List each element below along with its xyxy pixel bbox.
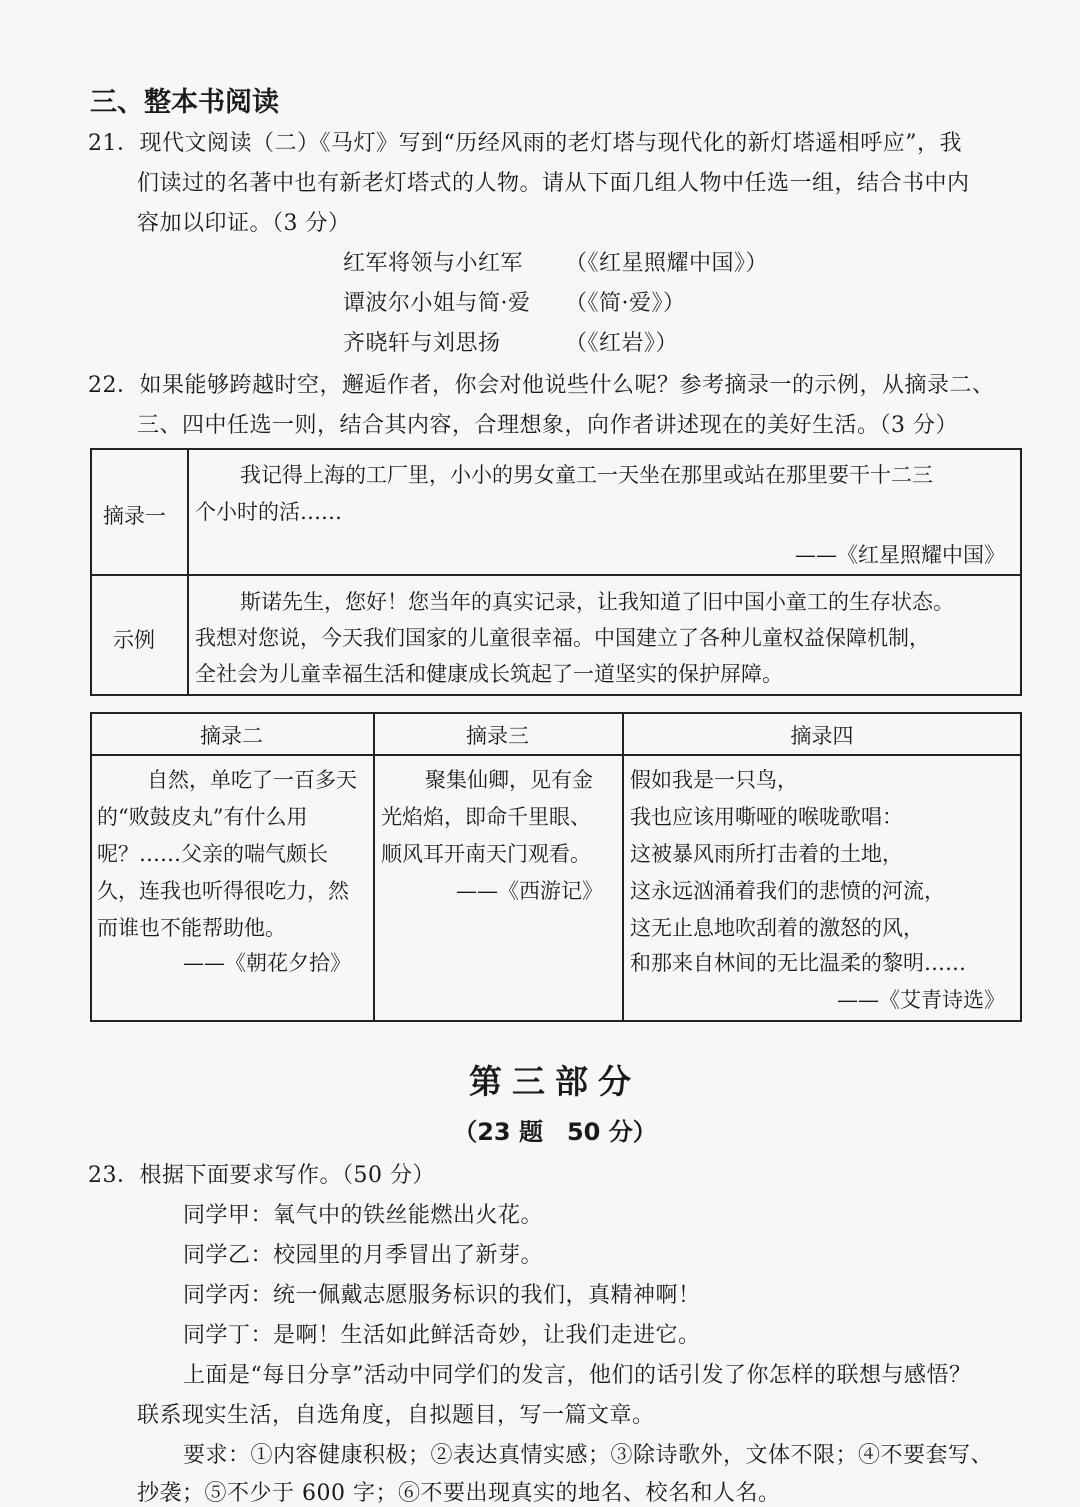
table-divider xyxy=(373,712,375,1022)
header-excerpt2: 摘录二 xyxy=(200,724,263,748)
part-title: 第三部分 xyxy=(469,1062,641,1101)
part-subtitle: （23 题 50 分） xyxy=(453,1118,657,1146)
q21-pair-book: （《红星照耀中国》） xyxy=(565,251,769,276)
excerpt4-line: 这被暴风雨所打击着的土地， xyxy=(630,842,903,866)
excerpt3-line: 顺风耳开南天门观看。 xyxy=(381,842,591,866)
q22-line2: 三、四中任选一则，结合其内容，合理想象，向作者讲述现在的美好生活。（3 分） xyxy=(137,413,958,438)
q22-line1: 22．如果能够跨越时空，邂逅作者，你会对他说些什么呢？参考摘录一的示例，从摘录二、 xyxy=(88,373,995,398)
table-divider xyxy=(90,754,1022,756)
excerpt2-line: 的“败鼓皮丸”有什么用 xyxy=(97,805,308,829)
q21-pair-people: 齐晓轩与刘思扬 xyxy=(343,331,501,356)
q23-dialog: 同学甲：氧气中的铁丝能燃出火花。 xyxy=(183,1203,544,1228)
q23-para-line1: 上面是“每日分享”活动中同学们的发言，他们的话引发了你怎样的联想与感悟？ xyxy=(183,1363,972,1388)
q21-line3: 容加以印证。（3 分） xyxy=(137,211,351,236)
q21-pair-people: 红军将领与小红军 xyxy=(343,251,524,276)
header-excerpt4: 摘录四 xyxy=(790,724,854,748)
q23-dialog: 同学丙：统一佩戴志愿服务标识的我们，真精神啊！ xyxy=(183,1283,701,1308)
excerpt1-line2: 个小时的活…… xyxy=(195,500,342,524)
q23-requirements-line1: 要求：①内容健康积极；②表达真情实感；③除诗歌外，文体不限；④不要套写、 xyxy=(183,1443,994,1468)
excerpt2-line: 而谁也不能帮助他。 xyxy=(97,916,286,940)
table-divider xyxy=(90,574,1022,576)
excerpt4-line: 假如我是一只鸟， xyxy=(630,768,798,792)
excerpt2-line: 自然，单吃了一百多天 xyxy=(147,768,357,792)
q23-dialog: 同学乙：校园里的月季冒出了新芽。 xyxy=(183,1243,544,1268)
excerpt3-line: 光焰焰，即命千里眼、 xyxy=(381,805,591,829)
excerpt4-line: 这无止息地吹刮着的激怒的风， xyxy=(630,916,924,940)
q21-line2: 们读过的名著中也有新老灯塔式的人物。请从下面几组人物中任选一组，结合书中内 xyxy=(137,171,970,196)
table-divider xyxy=(622,712,624,1022)
q21-pair-people: 谭波尔小姐与简·爱 xyxy=(343,291,531,316)
excerpt3-line: 聚集仙卿，见有金 xyxy=(425,768,593,792)
example-line3: 全社会为儿童幸福生活和健康成长筑起了一道坚实的保护屏障。 xyxy=(195,662,783,686)
q23-dialog: 同学丁：是啊！生活如此鲜活奇妙，让我们走进它。 xyxy=(183,1323,701,1348)
example-line2: 我想对您说，今天我们国家的儿童很幸福。中国建立了各种儿童权益保障机制， xyxy=(195,626,930,650)
section-title: 三、整本书阅读 xyxy=(90,87,279,118)
excerpt4-line: 我也应该用嘶哑的喉咙歌唱： xyxy=(630,805,903,829)
q21-pair-book: （《简·爱》） xyxy=(565,291,686,316)
excerpt2-source: ——《朝花夕拾》 xyxy=(183,951,351,975)
table-divider xyxy=(187,448,189,696)
q21-line1: 21．现代文阅读（二）《马灯》写到“历经风雨的老灯塔与现代化的新灯塔遥相呼应”，我 xyxy=(88,131,962,156)
excerpt4-source: ——《艾青诗选》 xyxy=(837,988,1005,1012)
excerpt1-line1: 我记得上海的工厂里，小小的男女童工一天坐在那里或站在那里要干十二三 xyxy=(240,463,933,487)
excerpt4-line: 这永远汹涌着我们的悲愤的河流， xyxy=(630,879,945,903)
q23-requirements-line2: 抄袭；⑤不少于 600 字；⑥不要出现真实的地名、校名和人名。 xyxy=(137,1481,781,1506)
q23-line1: 23．根据下面要求写作。（50 分） xyxy=(88,1163,435,1188)
header-excerpt3: 摘录三 xyxy=(466,724,529,748)
excerpt1-source: ——《红星照耀中国》 xyxy=(795,543,1005,567)
row-label-example: 示例 xyxy=(113,628,155,652)
excerpt3-source: ——《西游记》 xyxy=(456,879,603,903)
excerpt2-line: 呢？……父亲的喘气颇长 xyxy=(97,842,328,866)
q21-pair-book: （《红岩》） xyxy=(565,331,679,356)
excerpt4-line: 和那来自林间的无比温柔的黎明…… xyxy=(630,951,966,975)
row-label-excerpt1: 摘录一 xyxy=(103,504,166,528)
example-line1: 斯诺先生，您好！您当年的真实记录，让我知道了旧中国小童工的生存状态。 xyxy=(240,590,954,614)
excerpt2-line: 久，连我也听得很吃力，然 xyxy=(97,879,349,903)
q23-para-line2: 联系现实生活，自选角度，自拟题目，写一篇文章。 xyxy=(137,1403,655,1428)
